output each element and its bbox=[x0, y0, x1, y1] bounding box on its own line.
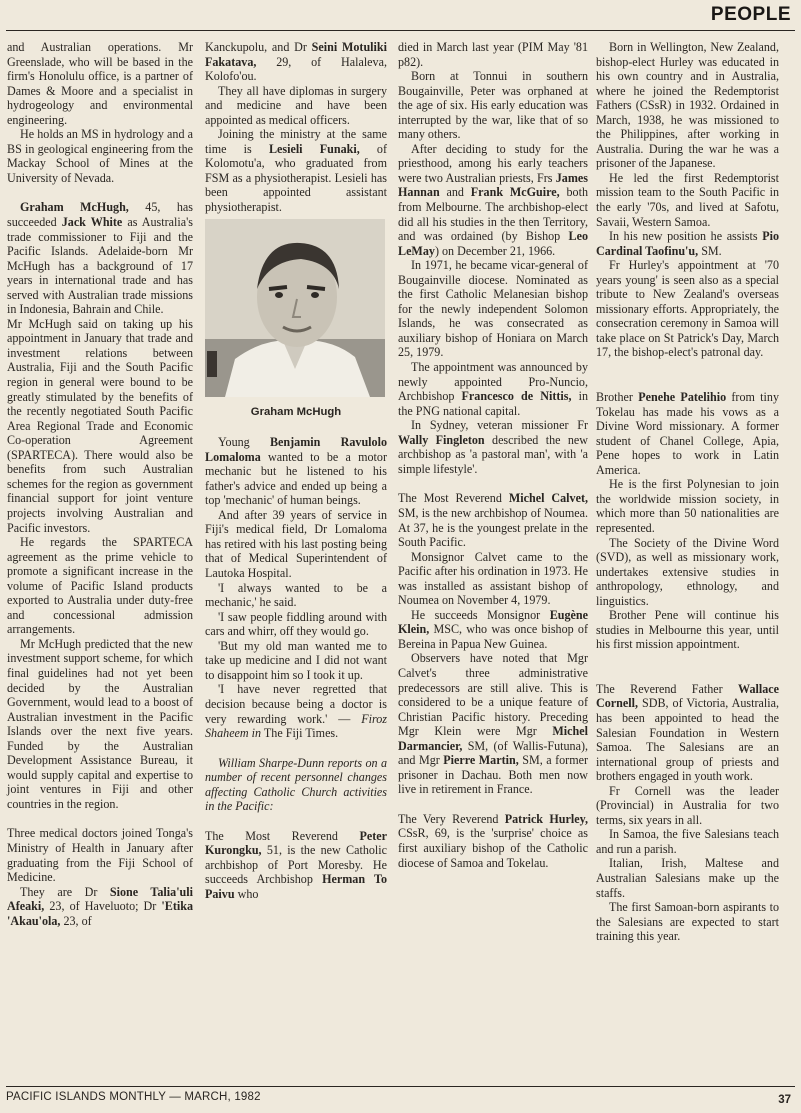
article-paragraph bbox=[205, 756, 387, 814]
name-highlight: Benjamin Ravulolo Lomaloma bbox=[205, 435, 387, 464]
text-run: The Most Reverend bbox=[398, 491, 509, 506]
article-paragraph bbox=[398, 550, 588, 608]
article-paragraph bbox=[205, 581, 387, 610]
article-paragraph bbox=[596, 682, 779, 784]
text-run: 23, of bbox=[60, 913, 92, 928]
text-run: Monsignor Calvet came to the Pacific after his ordination in 1973. He was installed as assistant bishop of Noumea on November 4, 1979. bbox=[398, 549, 588, 608]
name-highlight: Penehe Patelihio bbox=[638, 390, 727, 405]
article-paragraph bbox=[596, 171, 779, 229]
article-paragraph bbox=[398, 491, 588, 549]
text-run: Mr McHugh predicted that the new investment support scheme, for which final guidelines had not yet been decided by the Australian Government, would lead to a boost of Australian investment in the Pacific Islands over the next five years. Funded by the Australian Development Assistance Bureau, it would supply capital and expertise to joint ventures in Fiji and other countries in the region. bbox=[7, 636, 193, 811]
text-run: Brother Pene will continue his studies in Melbourne this year, until his first mission appointment. bbox=[596, 608, 779, 652]
text-run: in the PNG national capital. bbox=[398, 389, 589, 418]
paragraph-gap bbox=[205, 814, 387, 829]
text-run: Joining the ministry at the same time is bbox=[205, 127, 387, 156]
publication-line: PACIFIC ISLANDS MONTHLY — MARCH, 1982 bbox=[6, 1091, 261, 1103]
text-run: who bbox=[234, 886, 259, 901]
paragraph-gap bbox=[205, 741, 387, 756]
text-run: and bbox=[439, 185, 471, 200]
article-paragraph bbox=[596, 784, 779, 828]
article-paragraph bbox=[205, 508, 387, 581]
article-paragraph bbox=[596, 827, 779, 856]
name-highlight: Wallace Cornell, bbox=[596, 681, 779, 711]
text-run: Fr Cornell was the leader (Provincial) in Australia for two terms, six years in all. bbox=[596, 783, 779, 827]
text-run: SDB, of Victoria, Australia, has been appointed to head the Salesian Foundation in Western Samoa. The Salesians are an international group of priests and brothers engaged in youth work. bbox=[596, 696, 779, 784]
article-paragraph bbox=[7, 200, 193, 316]
text-run: 'I always wanted to be a mechanic,' he said. bbox=[205, 580, 387, 610]
article-paragraph bbox=[596, 536, 779, 609]
text-run: Fr Hurley's appointment at '70 years young' is seen also as a special tribute to New Zealand's overseas missionary efforts. Appropriately, the consecration ceremony in Samoa will take place on St Patrick's Day, March 17, the bishop-elect's patronal day. bbox=[596, 258, 779, 360]
article-paragraph bbox=[398, 40, 588, 69]
name-highlight: Pierre Martin, bbox=[443, 753, 519, 768]
text-run: After deciding to study for the priesthood, among his early teachers were two Australian priests, Frs bbox=[398, 141, 588, 185]
paragraph-gap bbox=[7, 811, 193, 826]
name-highlight: 'Etika 'Akau'ola, bbox=[7, 899, 193, 928]
name-highlight: Frank McGuire, bbox=[470, 185, 560, 200]
name-highlight: Wally Fingleton bbox=[398, 432, 485, 447]
footer-rule bbox=[6, 1086, 795, 1087]
article-paragraph bbox=[398, 651, 588, 796]
text-run: In Samoa, the five Salesians teach and run a parish. bbox=[596, 827, 779, 856]
text-run: The Fiji Times. bbox=[261, 726, 339, 741]
article-paragraph bbox=[7, 637, 193, 812]
article-paragraph bbox=[596, 258, 779, 360]
name-highlight: Seini Motuliki Fakatava, bbox=[205, 40, 387, 69]
text-run: He holds an MS in hydrology and a BS in geological engineering from the Mackay School of Mines at the University of Nevada. bbox=[7, 127, 193, 185]
article-paragraph bbox=[205, 610, 387, 639]
text-run: 45, has succeeded bbox=[7, 200, 193, 230]
text-run: Kanckupolu, and Dr bbox=[205, 40, 312, 54]
column-3 bbox=[398, 40, 588, 870]
text-run: of Kolomotu'a, who graduated from FSM as a physiotherapist. Lesieli has been appointed assistant physiotherapist. bbox=[205, 141, 387, 215]
column-2 bbox=[205, 40, 387, 902]
article-paragraph bbox=[398, 418, 588, 476]
article-paragraph bbox=[205, 435, 387, 508]
name-highlight: Jack White bbox=[61, 215, 123, 230]
text-run: The Reverend Father bbox=[596, 681, 739, 696]
article-paragraph bbox=[7, 535, 193, 637]
text-run: In his new position he assists bbox=[609, 229, 763, 244]
italic-text: William Sharpe-Dunn reports on a number of recent personnel changes affecting Catholic Church activities in the Pacific: bbox=[205, 755, 387, 814]
text-run: Brother bbox=[596, 390, 639, 405]
column-4 bbox=[596, 40, 779, 944]
text-run: 23, of Haveluoto; Dr bbox=[44, 899, 162, 914]
text-run: And after 39 years of service in Fiji's medical field, Dr Lomaloma has retired with his last posting being that of Medical Superintendent of Lautoka Hospital. bbox=[205, 507, 387, 581]
article-paragraph bbox=[7, 885, 193, 929]
text-run: 29, of Halaleva, Kolofo'ou. bbox=[205, 54, 387, 84]
text-run: The Society of the Divine Word (SVD), as well as missionary work, undertakes extensive studies in anthropology, ethnology, and linguistics. bbox=[596, 535, 779, 608]
name-highlight: Michel Calvet, bbox=[508, 491, 588, 506]
text-run: wanted to be a motor mechanic but he listened to his father's advice and ended up being a top 'mechanic' of human beings. bbox=[205, 449, 387, 508]
paragraph-gap bbox=[596, 360, 779, 375]
name-highlight: Peter Kurongku, bbox=[205, 828, 387, 858]
paragraph-gap bbox=[398, 476, 588, 491]
article-paragraph bbox=[7, 127, 193, 185]
section-title: PEOPLE bbox=[710, 4, 791, 25]
page-number: 37 bbox=[778, 1094, 791, 1106]
text-run: SM. bbox=[698, 243, 722, 258]
text-run: Mr McHugh said on taking up his appointment in January that trade and investment relations between Australia, Fiji and the South Pacific region in general were bound to be greatly stimulated by the benefits of the recently negotiated South Pacific Area Regional Trade and Economic Co-operation Agreement (SPARTECA). There would also be benefits from such Australian schemes for the region as government financial support for joint venture projects involving Australian and Pacific investors. bbox=[7, 316, 193, 535]
text-run: The Very Reverend bbox=[398, 811, 505, 826]
article-paragraph bbox=[205, 127, 387, 214]
article-paragraph bbox=[398, 812, 588, 870]
paragraph-gap bbox=[398, 797, 588, 812]
paragraph-gap bbox=[596, 667, 779, 682]
photo-caption: Graham McHugh bbox=[250, 405, 342, 418]
text-run: Born at Tonnui in southern Bougainville, Peter was orphaned at the age of six. His early education was interrupted by the war, like that of so many others. bbox=[398, 69, 588, 142]
name-highlight: Eugène Klein, bbox=[398, 607, 588, 637]
text-run: The appointment was announced by newly appointed Pro-Nuncio, Archbishop bbox=[398, 360, 588, 404]
text-run: SM, (of Wallis-Futuna), and Mgr bbox=[398, 738, 588, 768]
text-run: ) on December 21, 1966. bbox=[434, 243, 556, 258]
article-paragraph bbox=[596, 477, 779, 535]
name-highlight: Herman To Paivu bbox=[205, 872, 387, 901]
article-paragraph bbox=[398, 360, 588, 418]
article-paragraph bbox=[205, 84, 387, 128]
article-paragraph bbox=[596, 608, 779, 652]
portrait-photo bbox=[205, 219, 385, 397]
article-paragraph bbox=[205, 682, 387, 740]
name-highlight: Leo LeMay bbox=[398, 229, 588, 258]
paragraph-gap bbox=[7, 185, 193, 200]
text-run: He succeeds Monsignor bbox=[411, 607, 550, 622]
text-run: He led the first Redemptorist mission team to the South Pacific in the early '70s, and lived at Safotu, Savaii, Western Samoa. bbox=[596, 170, 779, 229]
text-run: Born in Wellington, New Zealand, bishop-elect Hurley was educated in his own country and in Australia, where he joined the Redemptorist Fathers (CSsR) in 1932. Ordained in March, 1938, he was missioned to the Philippines, after working in Australia. During the war he was a prisoner of the Japanese. bbox=[596, 40, 779, 171]
text-run: 'I have never regretted that decision because being a doctor is very rewarding work.' — bbox=[205, 682, 387, 726]
article-paragraph bbox=[7, 826, 193, 884]
header-rule bbox=[6, 30, 795, 31]
name-highlight: Patrick Hurley, bbox=[504, 811, 588, 826]
page-footer bbox=[6, 1086, 795, 1108]
text-run: Italian, Irish, Maltese and Australian Salesians make up the staffs. bbox=[596, 856, 779, 900]
text-run: They all have diplomas in surgery and medicine and have been appointed as medical officers. bbox=[205, 83, 387, 127]
name-highlight: James Hannan bbox=[398, 170, 588, 200]
text-run: SM, is the new archbishop of Noumea. At 37, he is the youngest prelate in the South Pacific. bbox=[398, 505, 588, 550]
name-highlight: Lesieli Funaki, bbox=[268, 141, 360, 156]
text-run: He regards the SPARTECA agreement as the prime vehicle to promote a significant increase in the volume of Pacific Island products exported to Australia under duty-free and concessional admission arrangements. bbox=[7, 535, 193, 637]
text-run: 'But my old man wanted me to take up medicine and I did not want to disappoint him so I took it up. bbox=[205, 638, 387, 682]
text-run: both from Melbourne. The archbishop-elect did all his studies in the then Territory, and was ordained (by Bishop bbox=[398, 185, 589, 244]
name-highlight: Pio Cardinal Taofinu'u, bbox=[596, 229, 779, 258]
text-run: and Australian operations. Mr Greenslade, who will be based in the firm's Honolulu office, is a partner of Dames & Moore and a specialist in hydrogeology and environmental engineering. bbox=[7, 40, 193, 127]
name-highlight: Francesco de Nittis, bbox=[461, 389, 572, 404]
paragraph-gap bbox=[596, 375, 779, 390]
name-highlight: Sione Talia'uli Afeaki, bbox=[7, 884, 193, 914]
text-run: He is the first Polynesian to join the worldwide mission society, in which more than 50 nationalities are represented. bbox=[596, 477, 779, 535]
article-paragraph bbox=[398, 258, 588, 360]
column-1 bbox=[7, 40, 193, 928]
text-run: They are Dr bbox=[20, 884, 110, 899]
text-run: In 1971, he became vicar-general of Bougainville diocese. Nominated as the first Catholic Melanesian bishop for the newly independent Solomon Islands, he was consecrated as auxiliary bishop of Honiara on March 25, 1979. bbox=[398, 258, 588, 360]
text-run: died in March last year (PIM May '81 p82). bbox=[398, 40, 588, 69]
text-run: Observers have noted that Mgr Calvet's three administrative predecessors are still alive. This is considered to be a unique feature of Christian Pacific history. Preceding Mgr Klein were Mgr bbox=[398, 651, 588, 739]
article-paragraph bbox=[596, 856, 779, 900]
article-paragraph bbox=[398, 608, 588, 652]
article-paragraph bbox=[205, 639, 387, 683]
paragraph-gap bbox=[596, 652, 779, 667]
page-header bbox=[6, 4, 795, 32]
text-run: SM, a former prisoner in Dachau. Both men now live in retirement in France. bbox=[398, 753, 588, 797]
text-run: 51, is the new Catholic archbishop of Port Moresby. He succeeds Archbishop bbox=[205, 843, 387, 887]
italic-text: Firoz Shaheem in bbox=[205, 711, 387, 741]
article-paragraph bbox=[7, 317, 193, 535]
text-run: as Australia's trade commissioner to Fiji and the Pacific Islands. Adelaide-born Mr McHugh has a background of 17 years in international trade and has served with Australian trade missions in Indonesia, Bahrain and Chile. bbox=[7, 215, 193, 317]
article-paragraph bbox=[596, 390, 779, 477]
portrait-illustration bbox=[205, 219, 385, 397]
article-paragraph bbox=[398, 69, 588, 142]
text-run: Three medical doctors joined Tonga's Ministry of Health in January after graduating from the Fiji School of Medicine. bbox=[7, 826, 193, 885]
text-run: Young bbox=[218, 435, 270, 450]
article-paragraph bbox=[205, 829, 387, 902]
text-run: The first Samoan-born aspirants to the Salesians are expected to start training this year. bbox=[596, 900, 779, 944]
article-paragraph bbox=[596, 40, 779, 171]
article-paragraph bbox=[596, 900, 779, 944]
text-run: In Sydney, veteran missioner Fr bbox=[411, 418, 588, 433]
name-highlight: Michel Darmancier, bbox=[398, 724, 588, 753]
text-run: The Most Reverend bbox=[205, 828, 360, 843]
text-run: CSsR, 69, is the 'surprise' choice as first auxiliary bishop of the Catholic diocese of Samoa and Tokelau. bbox=[398, 826, 588, 870]
article-paragraph bbox=[205, 40, 387, 84]
name-highlight: Graham McHugh, bbox=[20, 200, 129, 215]
article-paragraph bbox=[398, 142, 588, 258]
article-paragraph bbox=[7, 40, 193, 127]
text-run: from tiny Tokelau has made his vows as a Divine Word missionary. A former student of Chanel College, Apia, Pene hopes to work in Latin America. bbox=[596, 390, 779, 477]
text-run: 'I saw people fiddling around with cars and whirr, off they would go. bbox=[205, 609, 387, 639]
text-run: MSC, who was once bishop of Bereina in Papua New Guinea. bbox=[398, 622, 588, 651]
text-run: described the new archbishop as 'a pastoral man', with 'a simple lifestyle'. bbox=[398, 432, 588, 476]
article-paragraph bbox=[596, 229, 779, 258]
